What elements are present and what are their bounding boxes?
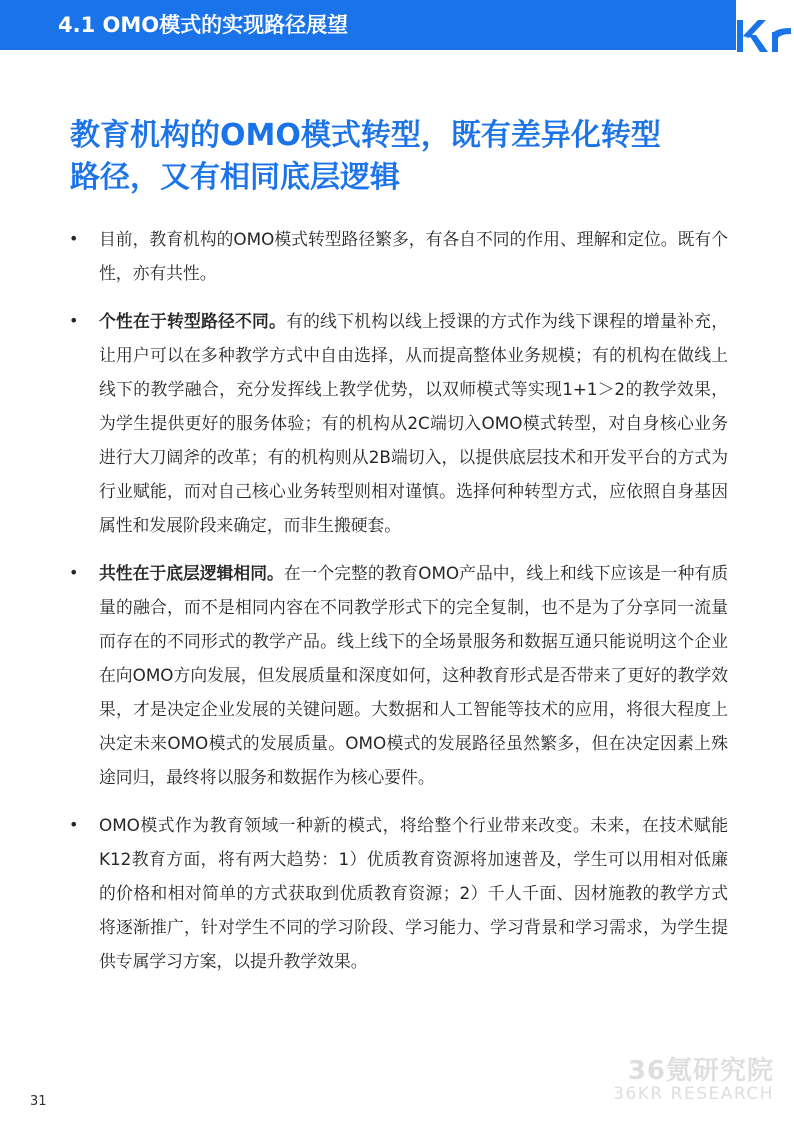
bullet-item-individuality bbox=[66, 304, 728, 542]
bullet-item-commonality bbox=[66, 556, 728, 794]
watermark bbox=[613, 1058, 774, 1103]
header-bar bbox=[0, 0, 736, 50]
bullet-item-overview bbox=[66, 222, 728, 290]
bullet-marker: • bbox=[69, 229, 79, 248]
bullet-text: 目前，教育机构的OMO模式转型路径繁多，有各自不同的作用、理解和定位。既有个性，亦有共性。 bbox=[99, 229, 728, 283]
main-heading bbox=[70, 115, 730, 199]
bullet-list bbox=[66, 222, 728, 992]
bullet-marker: • bbox=[69, 563, 79, 582]
bullet-text: OMO模式作为教育领域一种新的模式，将给整个行业带来改变。未来，在技术赋能K12教育方面，将有两大趋势：1）优质教育资源将加速普及，学生可以用相对低廉的价格和相对简单的方式获取到优质教育资源；2）千人千面、因材施教的教学方式将逐渐推广，针对学生不同的学习阶段、学习能力、学习背景和学习需求，为学生提供专属学习方案，以提升教学效果。 bbox=[99, 815, 728, 971]
bullet-item-future-trends bbox=[66, 808, 728, 978]
main-heading-line-1: 教育机构的OMO模式转型，既有差异化转型 bbox=[70, 118, 661, 153]
page-number: 31 bbox=[30, 1094, 47, 1109]
bullet-marker: • bbox=[69, 311, 79, 330]
36kr-logo bbox=[697, 0, 794, 52]
bullet-marker: • bbox=[69, 815, 79, 834]
watermark-sub: 36KR RESEARCH bbox=[613, 1084, 774, 1104]
bullet-lead: 个性在于转型路径不同。 bbox=[99, 311, 287, 331]
section-title: 4.1 OMO模式的实现路径展望 bbox=[58, 13, 349, 37]
main-heading-line-2: 路径，又有相同底层逻辑 bbox=[70, 160, 400, 195]
bullet-lead: 共性在于底层逻辑相同。 bbox=[99, 563, 284, 583]
bullet-text: 在一个完整的教育OMO产品中，线上和线下应该是一种有质量的融合，而不是相同内容在不同教学形式下的完全复制，也不是为了分享同一流量而存在的不同形式的教学产品。线上线下的全场景服务和数据互通只能说明这个企业在向OMO方向发展，但发展质量和深度如何，这种教育形式是否带来了更好的教学效果，才是决定企业发展的关键问题。大数据和人工智能等技术的应用，将很大程度上决定未来OMO模式的发展质量。OMO模式的发展路径虽然繁多，但在决定因素上殊途同归，最终将以服务和数据作为核心要件。 bbox=[99, 563, 728, 787]
watermark-main: 36氪研究院 bbox=[627, 1056, 774, 1086]
bullet-text: 有的线下机构以线上授课的方式作为线下课程的增量补充，让用户可以在多种教学方式中自由选择，从而提高整体业务规模；有的机构在做线上线下的教学融合，充分发挥线上教学优势，以双师模式等实现1+1＞2的教学效果，为学生提供更好的服务体验；有的机构从2C端切入OMO模式转型，对自身核心业务进行大刀阔斧的改革；有的机构则从2B端切入，以提供底层技术和开发平台的方式为行业赋能，而对自己核心业务转型则相对谨慎。选择何种转型方式，应依照自身基因属性和发展阶段来确定，而非生搬硬套。 bbox=[99, 311, 728, 535]
svg-text:36: 36 bbox=[699, 4, 731, 33]
